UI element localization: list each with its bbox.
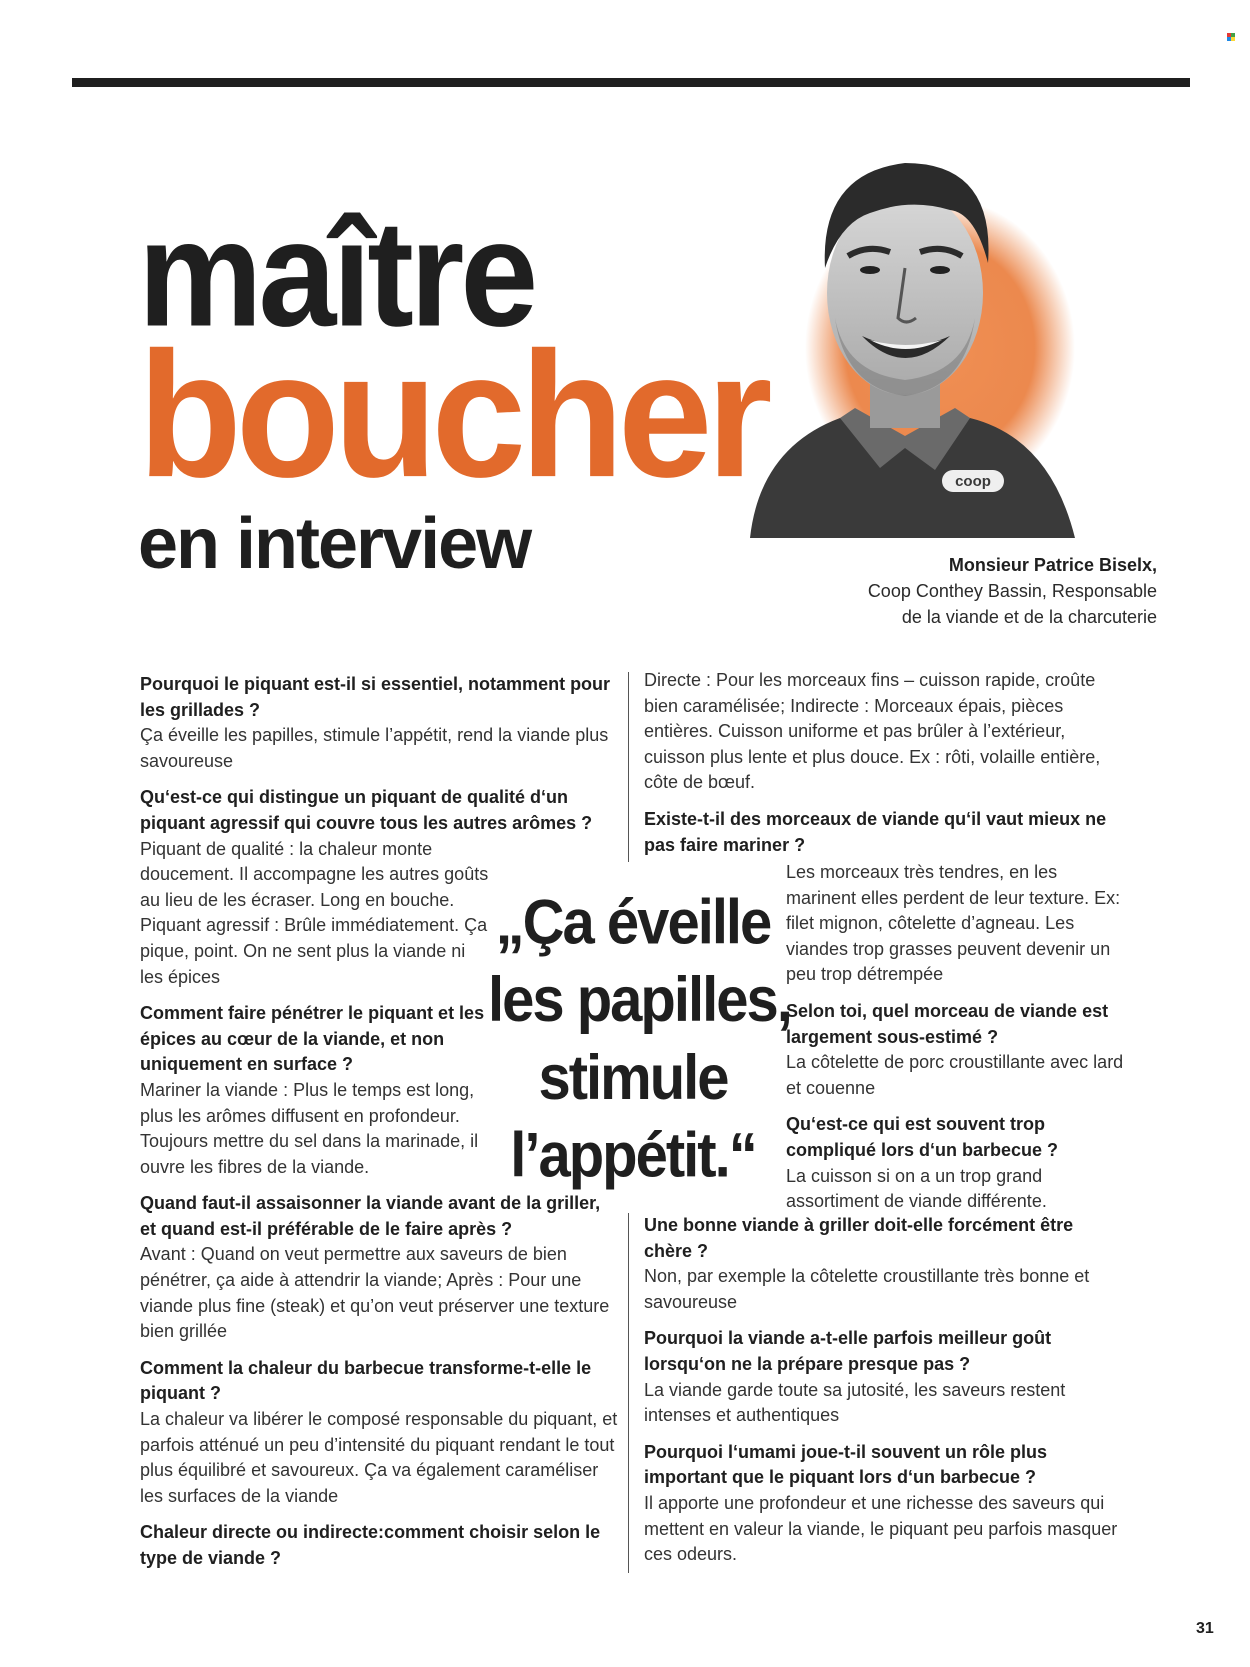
- answer: Les morceaux très tendres, en les marinent elles perdent de leur texture. Ex: filet mignon, côtelette d’agneau. Les viandes trop grasses peuvent devenir un peu trop détrempée: [786, 862, 1121, 985]
- right-column-middle: [786, 860, 1126, 1226]
- pull-quote-line: „Ça éveille: [495, 887, 771, 958]
- pull-quote-line: l’appétit.“: [510, 1120, 756, 1191]
- qa-item: [140, 672, 620, 774]
- color-registration-mark: [1227, 33, 1235, 41]
- coop-logo-text: coop: [955, 473, 991, 490]
- answer: Avant : Quand on veut permettre aux saveurs de bien pénétrer, ça aide à attendrir la viande; Après : Pour une viande plus fine (steak) et qu’on veut préserver une texture bien grillée: [140, 1244, 610, 1342]
- answer: Il apporte une profondeur et une richesse des saveurs qui mettent en valeur la viande, le piquant peu parfois masquer ces odeurs.: [644, 1492, 1118, 1565]
- caption-line2: Coop Conthey Bassin, Responsable: [867, 581, 1157, 601]
- question: Existe-t-il des morceaux de viande qu‘il vaut mieux ne pas faire mariner ?: [644, 808, 1107, 855]
- qa-item: [140, 1191, 620, 1345]
- answer: Non, par exemple la côtelette croustillante très bonne et savoureuse: [644, 1266, 1090, 1312]
- left-eye: [860, 266, 880, 274]
- qa-item: [786, 1112, 1126, 1214]
- title-line-boucher: boucher: [138, 315, 767, 515]
- qa-item: [644, 668, 1124, 796]
- question: Comment faire pénétrer le piquant et les épices au cœur de la viande, et non uniquement en surface ?: [140, 1003, 485, 1075]
- qa-item: [140, 1356, 620, 1510]
- question: Quand faut-il assaisonner la viande avant de la griller, et quand est-il préférable de le faire après ?: [140, 1193, 601, 1239]
- qa-item: [140, 1520, 620, 1571]
- portrait-caption: [737, 552, 1157, 630]
- question: Pourquoi le piquant est-il si essentiel, notamment pour les grillades ?: [140, 674, 611, 720]
- question: Qu‘est-ce qui est souvent trop compliqué lors d‘un barbecue ?: [786, 1114, 1059, 1160]
- title-line-en-interview: en interview: [138, 504, 531, 584]
- question: Qu‘est-ce qui distingue un piquant de qualité d‘un piquant agressif qui couvre tous les autres arômes ?: [140, 787, 593, 833]
- answer: La côtelette de porc croustillante avec lard et couenne: [786, 1052, 1124, 1098]
- question: Pourquoi la viande a-t-elle parfois meilleur goût lorsqu‘on ne la prépare presque pas ?: [644, 1328, 1052, 1374]
- pull-quote-line: stimule: [538, 1042, 728, 1113]
- right-column-bottom: [644, 1213, 1124, 1579]
- pull-quote: [488, 884, 791, 1195]
- question: Chaleur directe ou indirecte:comment choisir selon le type de viande ?: [140, 1522, 601, 1568]
- qa-item: [786, 999, 1126, 1101]
- answer: Piquant de qualité : la chaleur monte doucement. Il accompagne les autres goûts au lieu de les écraser. Long en bouche. Piquant agressif : Brûle immédiatement. Ça pique, point. On ne sent plus la viande ni les épices: [140, 838, 489, 987]
- qa-item: [644, 1213, 1124, 1315]
- qa-item: [644, 1326, 1124, 1428]
- butcher-portrait-illustration: [730, 118, 1090, 558]
- qa-item: [644, 1440, 1124, 1568]
- caption-name: Monsieur Patrice Biselx,: [948, 555, 1157, 575]
- answer: Mariner la viande : Plus le temps est long, plus les arômes diffusent en profondeur. Toujours mettre du sel dans la marinade, il ouvre les fibres de la viande.: [140, 1079, 479, 1177]
- answer: Ça éveille les papilles, stimule l’appétit, rend la viande plus savoureuse: [140, 725, 609, 771]
- title-line-maitre: maître: [138, 188, 535, 358]
- question: Une bonne viande à griller doit-elle forcément être chère ?: [644, 1215, 1074, 1261]
- question: Selon toi, quel morceau de viande est largement sous-estimé ?: [786, 1000, 1109, 1047]
- qa-item: [644, 807, 1124, 858]
- pull-quote-line: les papilles,: [488, 965, 791, 1036]
- answer: La cuisson si on a un trop grand assortiment de viande différente.: [786, 1165, 1047, 1212]
- top-rule: [72, 78, 1190, 87]
- right-column-top: [644, 668, 1124, 869]
- column-divider-bottom: [628, 1213, 629, 1573]
- right-eye: [930, 266, 950, 274]
- question: Pourquoi l‘umami joue-t-il souvent un rôle plus important que le piquant lors d‘un barbecue ?: [644, 1441, 1048, 1488]
- question: Comment la chaleur du barbecue transforme-t-elle le piquant ?: [140, 1357, 592, 1404]
- column-divider-top: [628, 672, 629, 862]
- caption-line3: de la viande et de la charcuterie: [901, 607, 1157, 627]
- coop-logo: [942, 470, 1004, 492]
- answer: La viande garde toute sa jutosité, les saveurs restent intenses et authentiques: [644, 1379, 1066, 1426]
- answer: Directe : Pour les morceaux fins – cuisson rapide, croûte bien caramélisée; Indirecte : Morceaux épais, pièces entières. Cuisson uniforme et pas brûler à l’extérieur, cuisson plus lente et plus douce. Ex : rôti, volaille entière, côte de bœuf.: [644, 670, 1101, 793]
- answer: La chaleur va libérer le composé responsable du piquant, et parfois atténué un peu d’intensité du piquant rendant le tout plus équilibré et savoureux. Ça va également caraméliser les surfaces de la viande: [140, 1409, 618, 1506]
- qa-item: [786, 860, 1126, 988]
- page-number: 31: [1196, 1620, 1214, 1637]
